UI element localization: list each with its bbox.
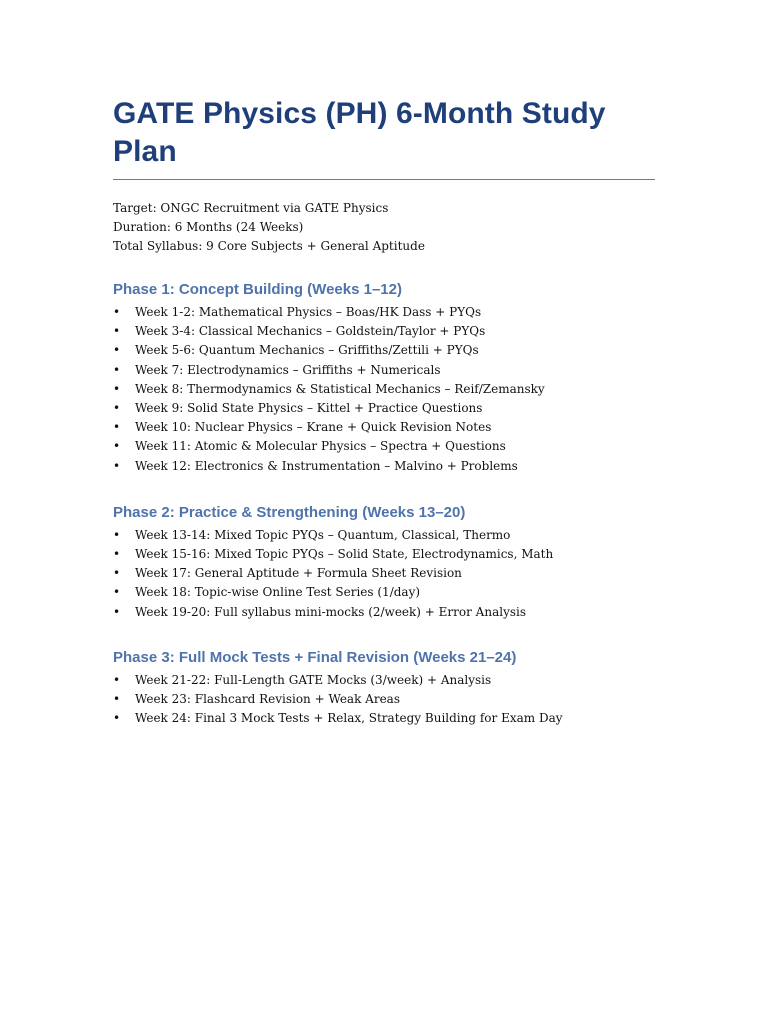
bullet-icon: • xyxy=(113,585,121,600)
list-item xyxy=(113,361,658,380)
list-item-text: Week 7: Electrodynamics – Griffiths + Numericals xyxy=(135,362,441,377)
phase-3-list xyxy=(113,671,658,729)
document-page xyxy=(113,95,658,728)
target-line: Target: ONGC Recruitment via GATE Physics xyxy=(113,201,389,215)
bullet-icon: • xyxy=(113,420,121,435)
bullet-icon: • xyxy=(113,604,121,619)
phase-2-list xyxy=(113,526,658,622)
list-item xyxy=(113,303,658,322)
bullet-icon: • xyxy=(113,439,121,454)
list-item-text: Week 15-16: Mixed Topic PYQs – Solid State, Electrodynamics, Math xyxy=(135,547,554,562)
list-item-text: Week 5-6: Quantum Mechanics – Griffiths/Zettili + PYQs xyxy=(135,343,479,358)
list-item-text: Week 17: General Aptitude + Formula Sheet Revision xyxy=(135,566,462,581)
phase-1-list xyxy=(113,303,658,476)
list-item-text: Week 18: Topic-wise Online Test Series (1/day) xyxy=(135,585,421,600)
plan-meta xyxy=(113,199,658,256)
list-item-text: Week 23: Flashcard Revision + Weak Areas xyxy=(135,692,400,707)
bullet-icon: • xyxy=(113,381,121,396)
bullet-icon: • xyxy=(113,324,121,339)
list-item xyxy=(113,564,658,583)
list-item xyxy=(113,603,658,622)
page-title: GATE Physics (PH) 6-Month Study Plan xyxy=(113,95,655,180)
bullet-icon: • xyxy=(113,343,121,358)
bullet-icon: • xyxy=(113,458,121,473)
list-item xyxy=(113,341,658,360)
list-item xyxy=(113,583,658,602)
list-item xyxy=(113,709,658,728)
phase-3-heading: Phase 3: Full Mock Tests + Final Revision (Weeks 21–24) xyxy=(113,648,517,666)
list-item-text: Week 24: Final 3 Mock Tests + Relax, Strategy Building for Exam Day xyxy=(135,711,563,726)
bullet-icon: • xyxy=(113,711,121,726)
list-item xyxy=(113,526,658,545)
list-item-text: Week 3-4: Classical Mechanics – Goldstein/Taylor + PYQs xyxy=(135,324,486,339)
list-item xyxy=(113,545,658,564)
list-item xyxy=(113,418,658,437)
list-item-text: Week 11: Atomic & Molecular Physics – Spectra + Questions xyxy=(135,439,506,454)
list-item xyxy=(113,380,658,399)
bullet-icon: • xyxy=(113,401,121,416)
list-item-text: Week 13-14: Mixed Topic PYQs – Quantum, Classical, Thermo xyxy=(135,527,511,542)
list-item-text: Week 10: Nuclear Physics – Krane + Quick Revision Notes xyxy=(135,420,492,435)
bullet-icon: • xyxy=(113,305,121,319)
list-item-text: Week 9: Solid State Physics – Kittel + Practice Questions xyxy=(135,401,483,416)
syllabus-line: Total Syllabus: 9 Core Subjects + General Aptitude xyxy=(113,239,425,253)
list-item-text: Week 8: Thermodynamics & Statistical Mechanics – Reif/Zemansky xyxy=(135,381,545,396)
list-item-text: Week 19-20: Full syllabus mini-mocks (2/week) + Error Analysis xyxy=(135,604,526,619)
bullet-icon: • xyxy=(113,527,121,542)
bullet-icon: • xyxy=(113,547,121,562)
bullet-icon: • xyxy=(113,692,121,707)
list-item xyxy=(113,399,658,418)
phase-1-heading: Phase 1: Concept Building (Weeks 1–12) xyxy=(113,281,402,298)
bullet-icon: • xyxy=(113,362,121,377)
phase-2-heading: Phase 2: Practice & Strengthening (Weeks 13–20) xyxy=(113,503,466,521)
list-item-text: Week 21-22: Full-Length GATE Mocks (3/week) + Analysis xyxy=(135,672,492,687)
list-item xyxy=(113,671,658,690)
list-item xyxy=(113,457,658,476)
list-item xyxy=(113,322,658,341)
list-item xyxy=(113,437,658,456)
bullet-icon: • xyxy=(113,672,121,687)
bullet-icon: • xyxy=(113,566,121,581)
list-item-text: Week 12: Electronics & Instrumentation – Malvino + Problems xyxy=(135,458,518,473)
list-item-text: Week 1-2: Mathematical Physics – Boas/HK Dass + PYQs xyxy=(135,305,482,319)
duration-line: Duration: 6 Months (24 Weeks) xyxy=(113,220,304,234)
list-item xyxy=(113,690,658,709)
